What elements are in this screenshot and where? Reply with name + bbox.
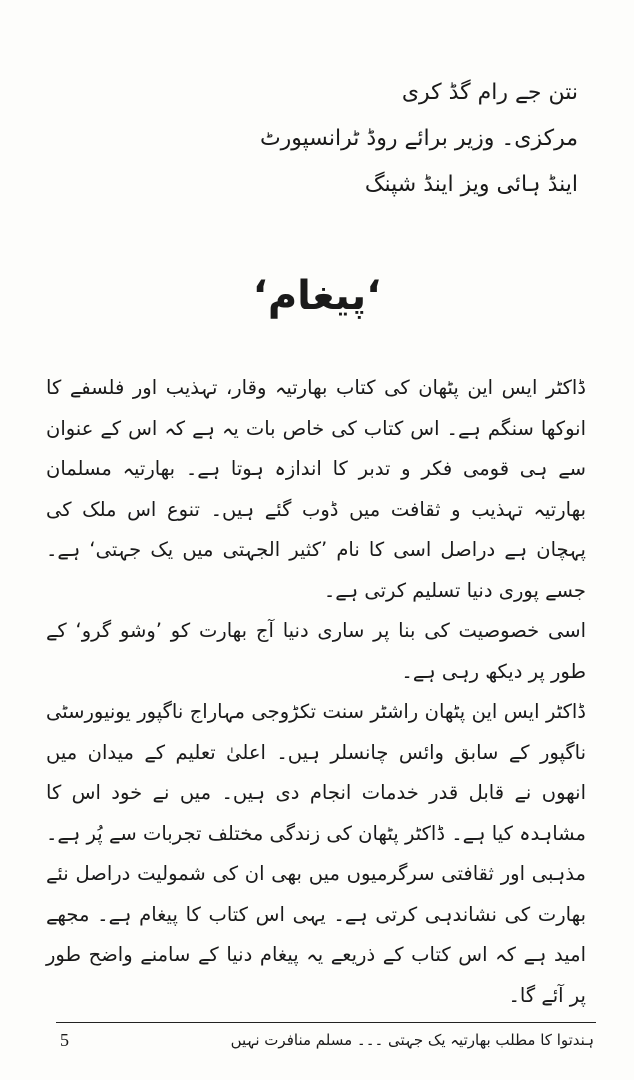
message-body (46, 368, 586, 1016)
paragraph-2: اسی خصوصیت کی بنا پر ساری دنیا آج بھارت کو ’وشو گرو‘ کے طور پر دیکھ رہی ہے۔ (46, 619, 586, 683)
footer-divider (56, 1022, 596, 1023)
author-designation-line-1: مرکزی۔ وزیر برائے روڈ ٹرانسپورٹ (259, 126, 578, 151)
author-block (198, 70, 578, 208)
paragraph-3: ڈاکٹر ایس این پٹھان راشٹر سنت تکڑوجی مہاراج ناگپور یونیورسٹی ناگپور کے سابق وائس چانسلر ہیں۔ اعلیٰ تعلیم کے میدان میں انھوں نے قابل قدر خدمات انجام دی ہیں۔ میں نے خود اس کا مشاہدہ کیا ہے۔ ڈاکٹر پٹھان کی زندگی مختلف تجربات سے پُر ہے۔ مذہبی اور ثقافتی سرگرمیوں میں بھی ان کی شمولیت دراصل نئے بھارت کی نشاندہی کرتی ہے۔ یہی اس کتاب کا پیغام ہے۔ مجھے امید ہے کہ اس کتاب کے ذریعے یہ پیغام دنیا کے سامنے واضح طور پر آئے گا۔ (46, 700, 586, 1007)
message-title: ‘پیغام‘ (252, 273, 382, 319)
paragraph-1: ڈاکٹر ایس این پٹھان کی کتاب بھارتیہ وقار، تہذیب اور فلسفے کا انوکھا سنگم ہے۔ اس کتاب کی خاص بات یہ ہے کہ اس کے عنوان سے ہی قومی فکر و تدبر کا اندازہ ہوتا ہے۔ بھارتیہ مسلمان بھارتیہ تہذیب و ثقافت میں ڈوب گئے ہیں۔ تنوع اس ملک کی پہچان ہے دراصل اسی کا نام ’کثیر الجہتی میں یک جہتی‘ ہے۔ جسے پوری دنیا تسلیم کرتی ہے۔ (46, 376, 586, 602)
page-number: 5 (60, 1030, 69, 1050)
author-name: نتن جے رام گڈ کری (401, 80, 578, 105)
running-title: ہندتوا کا مطلب بھارتیہ یک جہتی ۔۔۔ مسلم منافرت نہیں (230, 1031, 594, 1049)
author-designation-line-2: اینڈ ہائی ویز اینڈ شپنگ (364, 172, 578, 197)
